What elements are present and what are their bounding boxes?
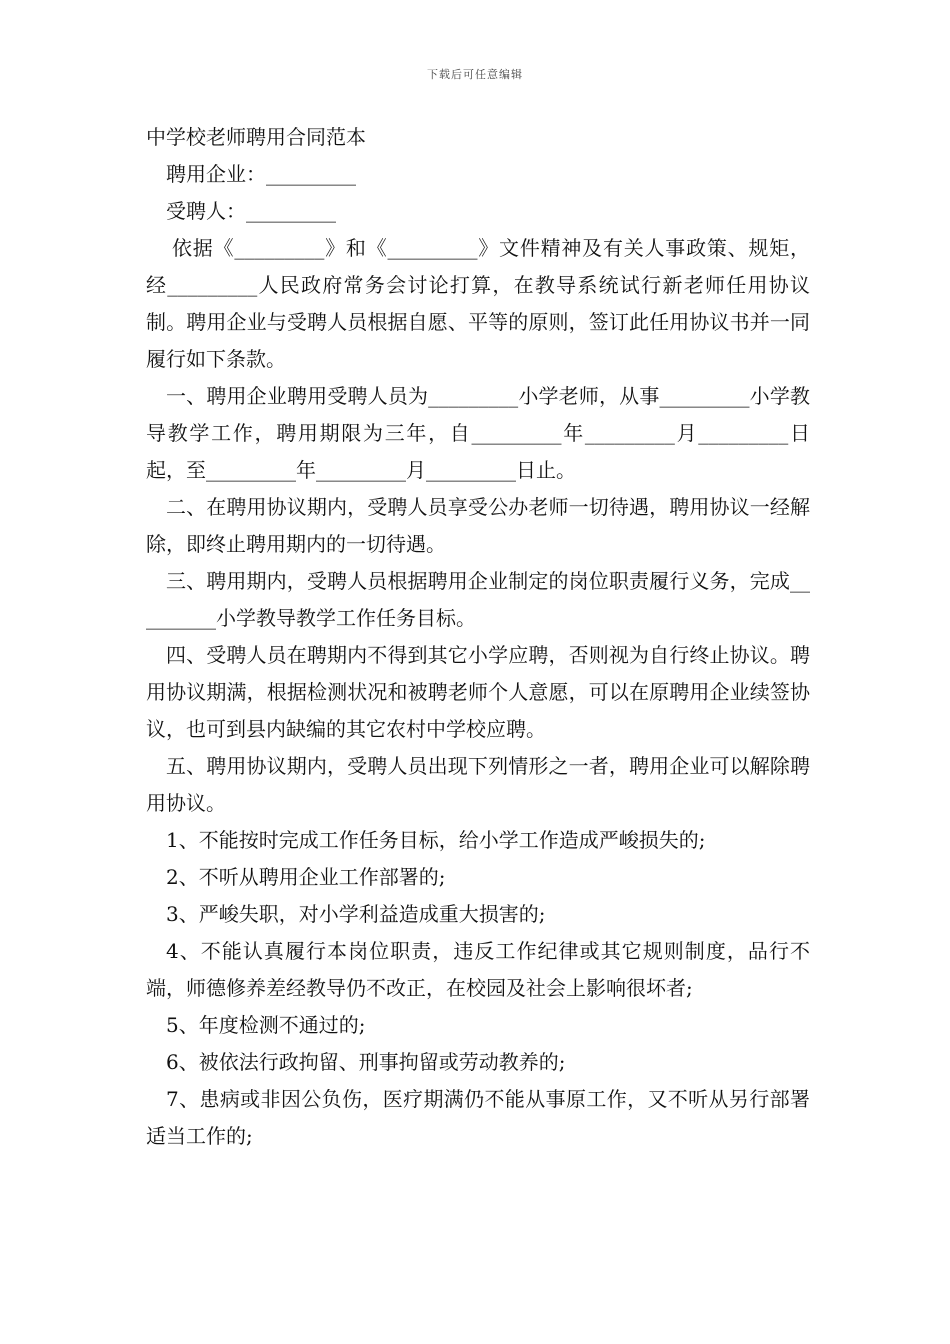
list-item: 4、不能认真履行本岗位职责，违反工作纪律或其它规则制度，品行不端，师德修养差经教导仍不改正，在校园及社会上影响很坏者; xyxy=(146,939,810,1000)
list-item: 2、不听从聘用企业工作部署的; xyxy=(166,865,446,889)
clause-1: 一、聘用企业聘用受聘人员为_________小学老师，从事_________小学教导教学工作，聘用期限为三年，自_________年_________月_________日起，至_________年_________月_________日止。 xyxy=(146,384,810,482)
clause-4: 四、受聘人员在聘期内不得到其它小学应聘，否则视为自行终止协议。聘用协议期满，根据检测状况和被聘老师个人意愿，可以在原聘用企业续签协议，也可到县内缺编的其它农村中学校应聘。 xyxy=(146,643,810,741)
list-item: 1、不能按时完成工作任务目标，给小学工作造成严峻损失的; xyxy=(166,828,706,852)
list-item: 6、被依法行政拘留、刑事拘留或劳动教养的; xyxy=(166,1050,566,1074)
list-item: 7、患病或非因公负伤，医疗期满仍不能从事原工作，又不听从另行部署适当工作的; xyxy=(146,1087,810,1148)
list-item: 5、年度检测不通过的; xyxy=(166,1013,366,1037)
list-item: 3、严峻失职，对小学利益造成重大损害的; xyxy=(166,902,546,926)
document-title: 中学校老师聘用合同范本 xyxy=(146,125,366,149)
clause-3: 三、聘用期内，受聘人员根据聘用企业制定的岗位职责履行义务，完成_________小学教导教学工作任务目标。 xyxy=(146,569,810,630)
download-note: 下载后可任意编辑 xyxy=(427,68,523,81)
employer-line: 聘用企业：_________ xyxy=(166,162,356,186)
document-body xyxy=(146,122,810,1155)
clause-2: 二、在聘用协议期内，受聘人员享受公办老师一切待遇，聘用协议一经解除，即终止聘用期内的一切待遇。 xyxy=(146,495,810,556)
employee-line: 受聘人：_________ xyxy=(166,199,336,223)
intro-paragraph: 依据《_________》和《_________》文件精神及有关人事政策、规矩，经_________人民政府常务会讨论打算，在教导系统试行新老师任用协议制。聘用企业与受聘人员根据自愿、平等的原则，签订此任用协议书并一同履行如下条款。 xyxy=(146,236,810,371)
clause-5: 五、聘用协议期内，受聘人员出现下列情形之一者，聘用企业可以解除聘用协议。 xyxy=(146,754,810,815)
